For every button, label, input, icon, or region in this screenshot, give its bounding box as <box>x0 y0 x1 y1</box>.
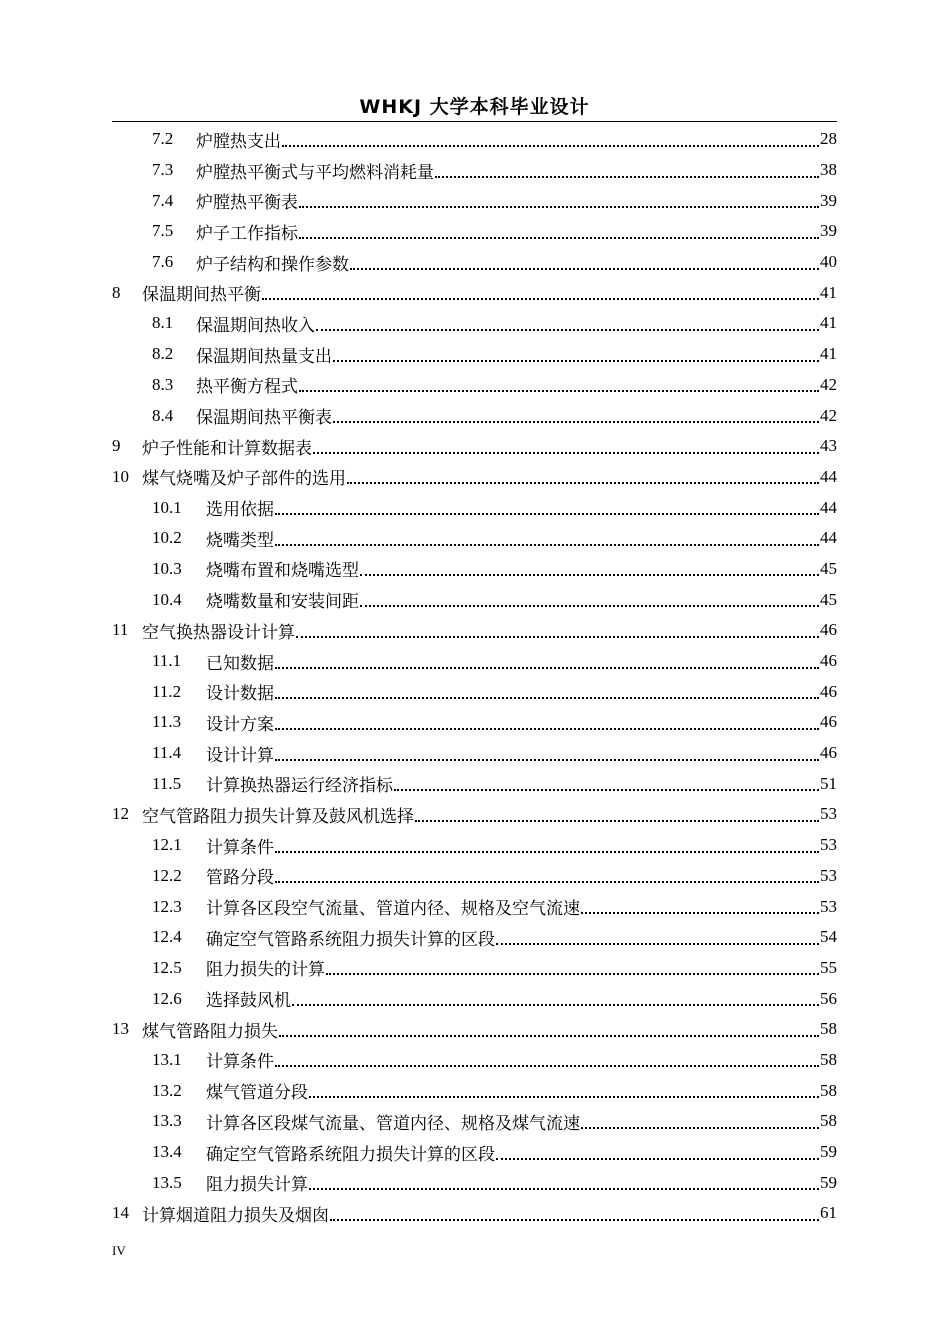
toc-entry-title: 计算各区段空气流量、管道内径、规格及空气流速 <box>206 899 580 919</box>
toc-entry[interactable] <box>112 523 837 554</box>
toc-entry-page: 45 <box>820 589 837 609</box>
dot-leader <box>275 880 819 883</box>
toc-entry-title: 阻力损失的计算 <box>206 960 325 980</box>
toc-entry-title: 炉子结构和操作参数 <box>196 254 349 274</box>
toc-entry-title: 炉子性能和计算数据表 <box>142 438 312 458</box>
toc-entry-number: 11.5 <box>152 773 182 793</box>
dot-leader <box>350 267 819 270</box>
toc-entry[interactable] <box>112 431 837 462</box>
toc-entry-page: 39 <box>820 221 837 241</box>
toc-entry-number: 14 <box>112 1203 129 1223</box>
toc-entry[interactable] <box>112 185 837 216</box>
toc-entry-page: 53 <box>820 835 837 855</box>
toc-entry-title: 计算条件 <box>206 837 274 857</box>
dot-leader <box>581 911 819 914</box>
toc-entry-title: 炉膛热平衡式与平均燃料消耗量 <box>196 162 434 182</box>
toc-entry-page: 56 <box>820 988 837 1008</box>
toc-entry-number: 7.5 <box>152 221 174 241</box>
dot-leader <box>275 512 819 515</box>
toc-entry-number: 7.6 <box>152 252 174 272</box>
toc-entry-page: 53 <box>820 865 837 885</box>
toc-entry-number: 10.3 <box>152 558 182 578</box>
toc-entry-title: 设计方案 <box>206 714 274 734</box>
dot-leader <box>309 1187 819 1190</box>
toc-entry[interactable] <box>112 1045 837 1076</box>
toc-entry-page: 39 <box>820 190 837 210</box>
toc-entry-title: 已知数据 <box>206 653 274 673</box>
toc-entry-number: 10.4 <box>152 589 182 609</box>
toc-entry-title: 选用依据 <box>206 500 274 520</box>
toc-entry-number: 12.5 <box>152 957 182 977</box>
dot-leader <box>360 604 819 607</box>
toc-entry-title: 计算各区段煤气流量、管道内径、规格及煤气流速 <box>206 1113 580 1133</box>
dot-leader <box>496 942 819 945</box>
toc-entry-number: 12.2 <box>152 865 182 885</box>
toc-entry[interactable] <box>112 370 837 401</box>
toc-entry[interactable] <box>112 462 837 493</box>
toc-entry-page: 53 <box>820 896 837 916</box>
toc-entry[interactable] <box>112 247 837 278</box>
page-number-footer: IV <box>112 1243 126 1258</box>
dot-leader <box>326 972 819 975</box>
dot-leader <box>292 1003 819 1006</box>
toc-entry[interactable] <box>112 922 837 953</box>
toc-entry-page: 58 <box>820 1049 837 1069</box>
toc-entry[interactable] <box>112 1137 837 1168</box>
toc-entry-title: 烧嘴类型 <box>206 530 274 550</box>
toc-entry[interactable] <box>112 492 837 523</box>
toc-entry[interactable] <box>112 861 837 892</box>
toc-entry[interactable] <box>112 155 837 186</box>
toc-entry[interactable] <box>112 646 837 677</box>
toc-entry[interactable] <box>112 676 837 707</box>
toc-entry-number: 8.1 <box>152 313 174 333</box>
toc-entry-number: 7.3 <box>152 160 174 180</box>
toc-entry-title: 煤气管路阻力损失 <box>142 1021 278 1041</box>
toc-entry-title: 煤气烧嘴及炉子部件的选用 <box>142 469 346 489</box>
toc-entry-number: 8.4 <box>152 405 174 425</box>
dot-leader <box>299 389 819 392</box>
toc-entry[interactable] <box>112 983 837 1014</box>
toc-entry-page: 46 <box>820 620 837 640</box>
toc-entry-page: 41 <box>820 313 837 333</box>
toc-entry-page: 43 <box>820 436 837 456</box>
dot-leader <box>360 573 819 576</box>
dot-leader <box>299 205 819 208</box>
toc-entry-number: 10.2 <box>152 528 182 548</box>
toc-entry[interactable] <box>112 1014 837 1045</box>
dot-leader <box>275 543 819 546</box>
toc-entry-number: 7.4 <box>152 190 174 210</box>
toc-entry-page: 42 <box>820 374 837 394</box>
toc-entry[interactable] <box>112 615 837 646</box>
dot-leader <box>435 175 819 178</box>
toc-entry-page: 41 <box>820 282 837 302</box>
toc-entry-page: 54 <box>820 927 837 947</box>
toc-entry-number: 13.3 <box>152 1111 182 1131</box>
toc-entry-title: 炉膛热平衡表 <box>196 193 298 213</box>
toc-entry[interactable] <box>112 216 837 247</box>
toc-entry-title: 阻力损失计算 <box>206 1175 308 1195</box>
toc-entry-number: 12.4 <box>152 927 182 947</box>
toc-entry-page: 41 <box>820 344 837 364</box>
dot-leader <box>581 1126 819 1129</box>
toc-entry-title: 确定空气管路系统阻力损失计算的区段 <box>206 929 495 949</box>
toc-entry-number: 11.1 <box>152 651 182 671</box>
toc-entry-page: 61 <box>820 1203 837 1223</box>
toc-entry-title: 空气管路阻力损失计算及鼓风机选择 <box>142 806 414 826</box>
toc-entry-number: 12.6 <box>152 988 182 1008</box>
toc-entry-title: 保温期间热收入 <box>196 315 315 335</box>
toc-entry[interactable] <box>112 738 837 769</box>
dot-leader <box>309 1095 819 1098</box>
dot-leader <box>275 727 819 730</box>
toc-entry-title: 计算烟道阻力损失及烟囱 <box>142 1205 329 1225</box>
dot-leader <box>262 297 819 300</box>
toc-entry[interactable] <box>112 799 837 830</box>
toc-entry-number: 12 <box>112 804 129 824</box>
toc-entry-page: 55 <box>820 957 837 977</box>
dot-leader <box>296 635 819 638</box>
dot-leader <box>282 144 819 147</box>
toc-entry-title: 计算条件 <box>206 1052 274 1072</box>
toc-entry-page: 46 <box>820 712 837 732</box>
toc-entry-number: 10 <box>112 466 129 486</box>
toc-entry-number: 11.4 <box>152 743 182 763</box>
dot-leader <box>330 1218 819 1221</box>
toc-entry-number: 7.2 <box>152 129 174 149</box>
toc-entry-page: 44 <box>820 528 837 548</box>
toc-entry-title: 热平衡方程式 <box>196 377 298 397</box>
toc-entry-number: 8 <box>112 282 121 302</box>
toc-entry-page: 40 <box>820 252 837 272</box>
toc-entry-title: 炉子工作指标 <box>196 223 298 243</box>
toc-entry-title: 空气换热器设计计算 <box>142 622 295 642</box>
toc-entry-number: 13.4 <box>152 1142 182 1162</box>
dot-leader <box>275 850 819 853</box>
toc-entry-title: 保温期间热平衡表 <box>196 408 332 428</box>
toc-entry[interactable] <box>112 891 837 922</box>
toc-entry-number: 10.1 <box>152 497 182 517</box>
dot-leader <box>275 1064 819 1067</box>
toc-entry-number: 13.2 <box>152 1080 182 1100</box>
toc-entry-title: 选择鼓风机 <box>206 991 291 1011</box>
dot-leader <box>279 1034 819 1037</box>
toc-entry[interactable] <box>112 1198 837 1229</box>
toc-entry-page: 58 <box>820 1111 837 1131</box>
toc-entry[interactable] <box>112 1075 837 1106</box>
toc-entry-page: 51 <box>820 773 837 793</box>
toc-entry-page: 45 <box>820 558 837 578</box>
toc-entry-page: 44 <box>820 466 837 486</box>
toc-entry-page: 42 <box>820 405 837 425</box>
dot-leader <box>313 451 819 454</box>
toc-entry-title: 煤气管道分段 <box>206 1083 308 1103</box>
toc-entry-page: 58 <box>820 1080 837 1100</box>
toc-entry[interactable] <box>112 400 837 431</box>
toc-entry[interactable] <box>112 1167 837 1198</box>
dot-leader <box>333 359 819 362</box>
dot-leader <box>316 328 819 331</box>
toc-entry[interactable] <box>112 584 837 615</box>
toc-entry-page: 38 <box>820 160 837 180</box>
toc-entry[interactable] <box>112 953 837 984</box>
toc-entry-title: 烧嘴布置和烧嘴选型 <box>206 561 359 581</box>
toc-entry-number: 13.1 <box>152 1049 182 1069</box>
toc-entry-number: 11 <box>112 620 129 640</box>
toc-entry-page: 44 <box>820 497 837 517</box>
toc-entry-title: 保温期间热平衡 <box>142 285 261 305</box>
toc-entry-title: 管路分段 <box>206 868 274 888</box>
dot-leader <box>275 758 819 761</box>
toc-entry-number: 12.1 <box>152 835 182 855</box>
toc-entry[interactable] <box>112 277 837 308</box>
toc-entry-page: 46 <box>820 651 837 671</box>
toc-entry-page: 46 <box>820 681 837 701</box>
toc-entry[interactable] <box>112 339 837 370</box>
toc-entry[interactable] <box>112 830 837 861</box>
toc-entry-page: 28 <box>820 129 837 149</box>
toc-entry-page: 58 <box>820 1019 837 1039</box>
toc-entry[interactable] <box>112 308 837 339</box>
toc-entry-number: 9 <box>112 436 121 456</box>
toc-entry-title: 计算换热器运行经济指标 <box>206 776 393 796</box>
dot-leader <box>394 788 819 791</box>
toc-entry-title: 设计计算 <box>206 745 274 765</box>
toc-entry-number: 13.5 <box>152 1172 182 1192</box>
dot-leader <box>333 420 819 423</box>
toc-entry-page: 46 <box>820 743 837 763</box>
toc-entry[interactable] <box>112 124 837 155</box>
dot-leader <box>496 1157 819 1160</box>
toc-entry-title: 设计数据 <box>206 684 274 704</box>
header-rule <box>112 121 837 122</box>
toc-entry[interactable] <box>112 1106 837 1137</box>
toc-entry-number: 12.3 <box>152 896 182 916</box>
toc-entry[interactable] <box>112 707 837 738</box>
toc-entry-number: 11.2 <box>152 681 182 701</box>
toc-entry-number: 13 <box>112 1019 129 1039</box>
toc-entry-number: 11.3 <box>152 712 182 732</box>
toc-entry-title: 保温期间热量支出 <box>196 346 332 366</box>
toc-entry-title: 烧嘴数量和安装间距 <box>206 592 359 612</box>
dot-leader <box>275 696 819 699</box>
toc-entry[interactable] <box>112 768 837 799</box>
dot-leader <box>415 819 819 822</box>
toc-entry-number: 8.3 <box>152 374 174 394</box>
toc-entry-title: 炉膛热支出 <box>196 131 281 151</box>
dot-leader <box>347 481 819 484</box>
toc-entry-number: 8.2 <box>152 344 174 364</box>
page-header: WHKJ 大学本科毕业设计 <box>359 96 590 118</box>
toc-entry-page: 59 <box>820 1142 837 1162</box>
toc-entry-title: 确定空气管路系统阻力损失计算的区段 <box>206 1144 495 1164</box>
dot-leader <box>275 666 819 669</box>
table-of-contents <box>112 124 837 1229</box>
toc-entry[interactable] <box>112 554 837 585</box>
dot-leader <box>299 236 819 239</box>
toc-entry-page: 53 <box>820 804 837 824</box>
toc-entry-page: 59 <box>820 1172 837 1192</box>
